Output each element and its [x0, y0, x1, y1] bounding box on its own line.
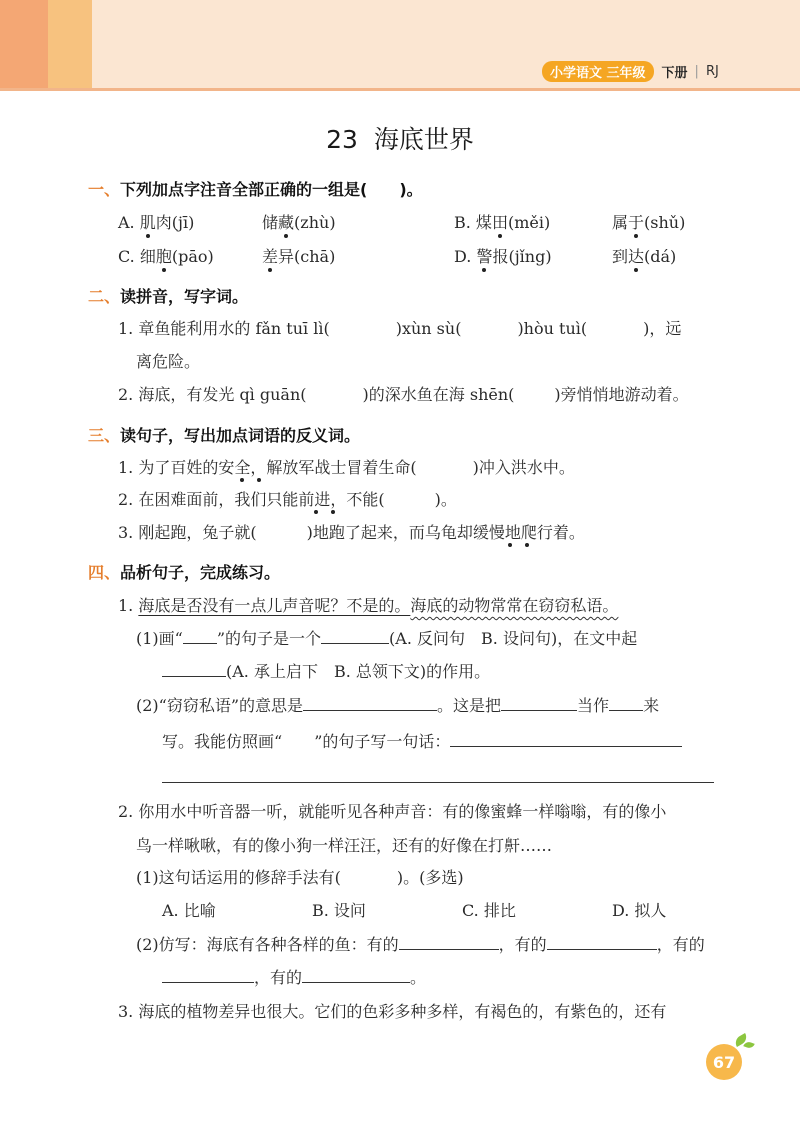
- header-divider: [0, 88, 800, 91]
- q4-line-2: ，有的 。: [162, 966, 426, 990]
- section-2-heading: 二、读拼音，写字词。: [88, 287, 249, 306]
- s2-line-1b: 离危险。: [136, 352, 201, 371]
- option-d2: 到达(dá): [612, 247, 677, 266]
- q3-line: (1)这句话运用的修辞手法有( )。(多选): [136, 868, 464, 887]
- separator: |: [694, 63, 699, 79]
- q4-line-1: (2)仿写：海底有各种各样的鱼：有的 ，有的 ，有的: [136, 935, 705, 954]
- option-b2: 属于(shǔ): [612, 213, 686, 232]
- s3-line-1: 1. 为了百姓的安全，解放军战士冒着生命( )冲入洪水中。: [118, 458, 575, 477]
- section-number: 一、: [88, 180, 121, 199]
- lesson-number: 23: [326, 125, 358, 154]
- option-b1: B. 煤田(měi): [454, 213, 551, 232]
- choice-b: B. 设问: [312, 901, 366, 920]
- choice-c: C. 排比: [462, 901, 516, 920]
- emphasis-dot: [525, 543, 529, 547]
- section-1-heading: [88, 178, 423, 202]
- header-accent-yellow: [48, 0, 92, 90]
- choice-a: A. 比喻: [162, 901, 216, 920]
- passage-2-line-1: 2. 你用水中听音器一听，就能听见各种声音：有的像蜜蜂一样嗡嗡，有的像小: [118, 802, 667, 821]
- emphasis-dot: [508, 543, 512, 547]
- option-d1: D. 警报(jǐng): [454, 247, 552, 266]
- option-c1: C. 细胞(pāo): [118, 247, 214, 266]
- s3-line-3: 3. 刚起跑，兔子就( )地跑了起来，而乌龟却缓慢地爬行着。: [118, 523, 585, 542]
- s3-line-2: 2. 在困难面前，我们只能前进，不能( )。: [118, 490, 457, 509]
- lesson-title: [0, 120, 800, 156]
- subject-badge: 小学语文 三年级: [542, 61, 654, 82]
- emphasis-dot: [331, 510, 335, 514]
- emphasis-dot: [314, 510, 318, 514]
- section-3-heading: 三、读句子，写出加点词语的反义词。: [88, 426, 361, 445]
- section-question: 下列加点字注音全部正确的一组是( )。: [120, 180, 423, 199]
- choice-d: D. 拟人: [612, 901, 667, 920]
- book-info: [542, 61, 719, 81]
- volume-label: 下册: [661, 65, 688, 81]
- option-a2: 储藏(zhù): [262, 213, 336, 232]
- q2-line-1: (2)“窃窃私语”的意思是 。这是把 当作 来: [136, 696, 660, 715]
- lesson-name: 海底世界: [373, 125, 474, 154]
- q2-line-2: 写。我能仿照画“ ”的句子写一句话：: [162, 730, 682, 754]
- section-4-heading: 四、品析句子，完成练习。: [88, 563, 281, 582]
- q1-line-1: (1)画“ ”的句子是一个 (A. 反问句 B. 设问句)，在文中起: [136, 629, 638, 648]
- s2-line-1: 1. 章鱼能利用水的 fǎn tuī lì( )xùn sù( )hòu tuì( )，远: [118, 319, 682, 338]
- header-accent-orange: [0, 0, 48, 90]
- emphasis-dot: [240, 478, 244, 482]
- passage-2-line-2: 鸟一样啾啾，有的像小狗一样汪汪，还有的好像在打鼾……: [136, 836, 553, 855]
- q1-line-2: (A. 承上启下 B. 总领下文)的作用。: [162, 660, 490, 684]
- answer-line[interactable]: [162, 782, 714, 783]
- passage-3: 3. 海底的植物差异也很大。它们的色彩多种多样，有褐色的，有紫色的，还有: [118, 1002, 667, 1021]
- s2-line-2: 2. 海底，有发光 qì guān( )的深水鱼在海 shēn( )旁悄悄地游动着。: [118, 385, 689, 404]
- option-c2: 差异(chā): [262, 247, 336, 266]
- option-a1: A. 肌肉(jī): [118, 213, 195, 232]
- emphasis-dot: [257, 478, 261, 482]
- leaf-icon: [743, 1040, 754, 1049]
- page-number: 67: [706, 1044, 742, 1080]
- passage-1: 1. 海底是否没有一点儿声音呢？不是的。海底的动物常常在窃窃私语。: [118, 596, 619, 615]
- edition-label: RJ: [705, 63, 719, 79]
